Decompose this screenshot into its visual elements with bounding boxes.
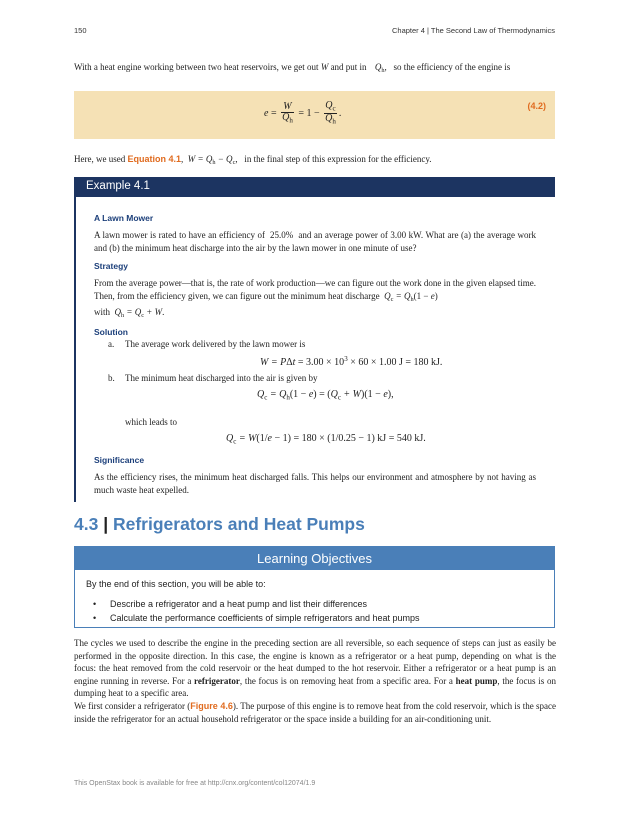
solution-heading: Solution [94,327,128,337]
learning-objectives-list [75,598,554,625]
equation-4-1-link[interactable]: Equation 4.1 [127,154,181,164]
learning-objectives-title: Learning Objectives [257,551,372,566]
learning-objectives-box [74,546,555,628]
solution-b-text: The minimum heat discharged into the air is given by [125,373,318,383]
after-equation-paragraph: Here, we used Equation 4.1, $W = Q_h - Q_c$, in the final step of this expression for the efficiency. [74,154,432,167]
footer-text: This OpenStax book is available for free at http://cnx.org/content/col12074/1.9 [74,780,316,787]
section-heading [74,514,365,535]
learning-objectives-header [75,547,554,570]
intro-paragraph: With a heat engine working between two heat reservoirs, we get out W and put in $Q_h$, so the efficiency of the engine is [74,62,511,75]
section-number: 4.3 [74,514,99,534]
learning-objectives-intro: By the end of this section, you will be able to: [86,579,266,589]
page-number: 150 [74,26,87,35]
example-problem-title: A Lawn Mower [94,213,154,223]
strategy-heading: Strategy [94,261,129,271]
example-left-rule [74,197,76,502]
efficiency-equation: e = $\frac{W}{Q_h}$ = 1 − $\frac{Q_c}{Q_h}$ . [264,100,342,126]
strategy-text: From the average power—that is, the rate of work production—we can figure out the work done in the given elapsed time. Then, from the efficiency given, we can figure out the minimum heat discharge $Q_c = Q_h(1 - e)$ with $Q_h = Q_c + W$. [94,278,536,320]
significance-text: As the efficiency rises, the minimum heat discharged falls. This helps our environment and atmosphere by not having as much waste heat expelled. [94,472,536,495]
example-title: Example 4.1 [86,180,150,192]
solution-a-text: The average work delivered by the lawn mower is [125,339,306,349]
list-item: • Describe a refrigerator and a heat pump and list their differences [75,598,554,612]
heat-discharge-equation: $Q_c = Q_h(1 - e) = (Q_c + W)(1 - e)$, [257,389,394,402]
figure-4-6-link[interactable]: Figure 4.6 [190,701,233,711]
section-title: Refrigerators and Heat Pumps [112,514,365,534]
example-problem-text: A lawn mower is rated to have an efficiency of 25.0% and an average power of 3.00 kW. What are (a) the average work and (b) the minimum heat discharge into the air by the lawn mower in one minute of use? [94,230,536,253]
body-paragraph-1: The cycles we used to describe the engine in the preceding section are all reversible, so each sequence of steps can just as easily be performed in the opposite direction. In this case, the engine is known as a refrigerator or a heat pump, depending on what is the focus: the heat removed from the cold reservoir or the heat dumped to the hot reservoir. Either a refrigerator or a heat pump is an engine running in reverse. For a refrigerator, the focus is on removing heat from a specific area. For a heat pump, the focus is on dumping heat to a specific area. [74,638,556,698]
equation-box [74,91,555,139]
solution-b-marker: b. [108,373,115,383]
term-heat-pump: heat pump [455,675,498,686]
which-leads-text: which leads to [125,417,177,427]
example-header [74,177,555,197]
body-paragraph-2: We first consider a refrigerator (Figure 4.6). The purpose of this engine is to remove heat from the cold reservoir, which is the space inside the refrigerator for an actual household refrigerator or the space inside a building for an air-conditioning unit. [74,701,557,724]
equation-label: (4.2) [527,101,546,111]
work-equation: $W = P\Delta t = 3.00 \times 10^3 \times 60 \times 1.00$ J = 180 kJ. [260,355,443,368]
term-refrigerator: refrigerator [194,675,240,686]
significance-heading: Significance [94,455,145,465]
chapter-header: Chapter 4 | The Second Law of Thermodynamics [391,26,555,35]
heat-result-equation: $Q_c = W(1/e - 1) = 180 \times (1/0.25 - 1)$ kJ = 540 kJ. [226,433,426,446]
solution-a-marker: a. [108,339,115,349]
list-item: • Calculate the performance coefficients of simple refrigerators and heat pumps [75,612,554,626]
section-separator: | [103,514,109,534]
